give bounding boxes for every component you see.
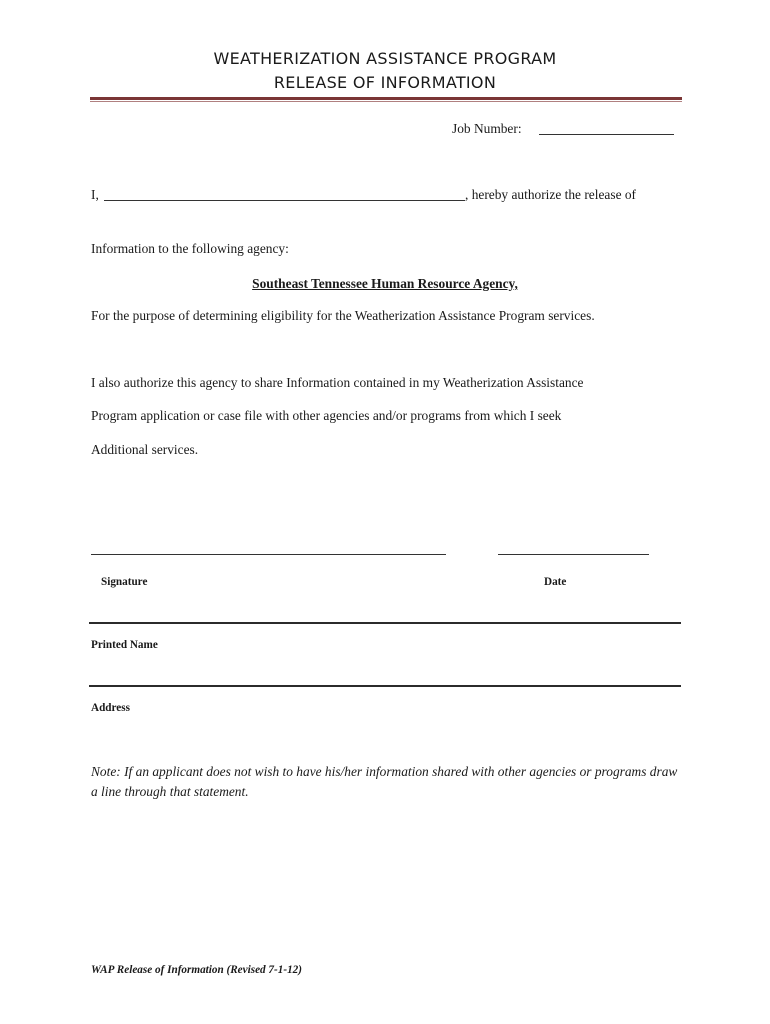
printed-name-label: Printed Name — [91, 639, 158, 651]
purpose-statement: For the purpose of determining eligibility for the Weatherization Assistance Program services. — [91, 308, 595, 323]
address-field[interactable] — [89, 685, 681, 687]
address-label: Address — [91, 702, 130, 714]
agency-intro-text: Information to the following agency: — [91, 241, 289, 256]
form-title-line-2: RELEASE OF INFORMATION — [273, 73, 497, 92]
job-number-label: Job Number: — [452, 121, 522, 136]
printed-name-field[interactable] — [89, 622, 681, 624]
title-divider — [90, 97, 682, 100]
signature-label: Signature — [101, 576, 148, 588]
authorization-suffix: , hereby authorize the release of — [465, 187, 637, 202]
sharing-statement-line-2: Program application or case file with other agencies and/or programs from which I seek — [91, 408, 562, 423]
note-text: Note: If an applicant does not wish to have his/her information shared with other agencies or programs draw a line through that statement. — [91, 764, 678, 799]
agency-name: Southeast Tennessee Human Resource Agency, — [252, 276, 518, 291]
date-field[interactable] — [498, 554, 649, 555]
signature-field[interactable] — [91, 554, 446, 555]
title-divider-thin — [90, 101, 682, 102]
date-label: Date — [544, 576, 567, 588]
sharing-statement-line-1: I also authorize this agency to share Information contained in my Weatherization Assistance — [91, 375, 584, 390]
applicant-name-field[interactable] — [104, 200, 465, 201]
footer-revision: WAP Release of Information (Revised 7-1-12) — [91, 964, 302, 976]
form-title-line-1: WEATHERIZATION ASSISTANCE PROGRAM — [213, 49, 557, 68]
job-number-field[interactable] — [539, 134, 674, 135]
authorization-prefix: I, — [91, 187, 99, 202]
sharing-statement-line-3: Additional services. — [91, 442, 199, 457]
